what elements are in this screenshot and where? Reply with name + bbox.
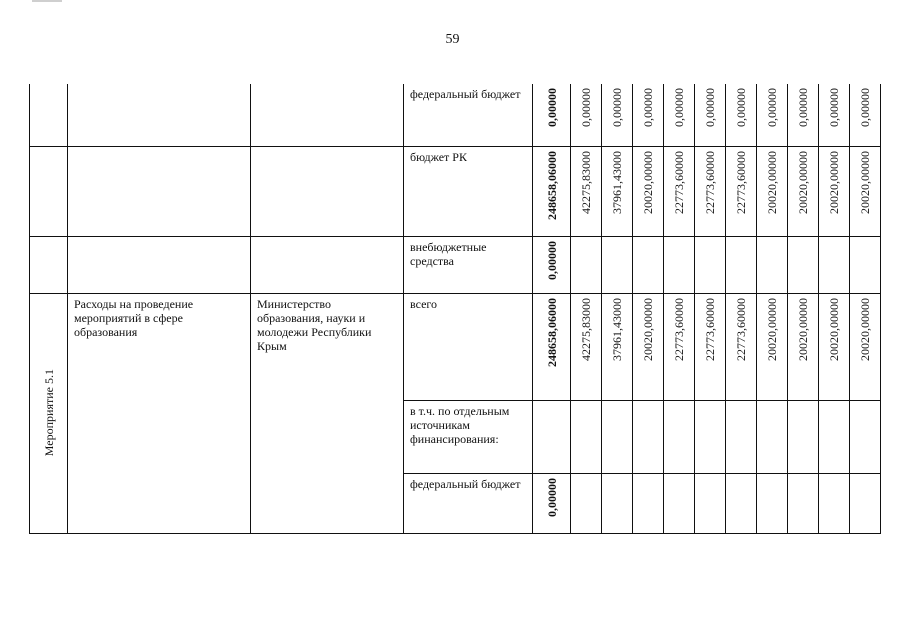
- page-number: 59: [445, 32, 460, 47]
- activity-name-cell-top: [68, 84, 251, 146]
- year-value: 0,00000: [796, 88, 810, 127]
- total-cell: [533, 236, 571, 293]
- year-value: 37961,43000: [610, 150, 624, 214]
- year-value: 20020,00000: [827, 297, 841, 361]
- year-value: 20020,00000: [827, 150, 841, 214]
- year-value: 20020,00000: [641, 150, 655, 214]
- source-cell: всего: [404, 293, 533, 400]
- year-value: 20020,00000: [796, 297, 810, 361]
- scan-mark: [32, 0, 62, 2]
- total-value: 248658,06000: [544, 150, 559, 220]
- total-cell: [533, 84, 571, 146]
- total-value: 248658,06000: [544, 297, 559, 367]
- year-value: 22773,60000: [672, 150, 686, 214]
- year-value: 22773,60000: [703, 297, 717, 361]
- year-value: 0,00000: [765, 88, 779, 127]
- source-cell: бюджет РК: [404, 146, 533, 236]
- year-value: 20020,00000: [796, 150, 810, 214]
- activity-label-cell: [30, 293, 68, 533]
- year-value: 22773,60000: [703, 150, 717, 214]
- year-value: 0,00000: [672, 88, 686, 127]
- year-value: 20020,00000: [765, 297, 779, 361]
- year-value: 20020,00000: [765, 150, 779, 214]
- activity-label-cell-top: [30, 236, 68, 293]
- activity-name-cell-top: [68, 236, 251, 293]
- activity-label-cell-top: [30, 146, 68, 236]
- year-value: 22773,60000: [734, 150, 748, 214]
- executor-cell-top: [251, 146, 404, 236]
- budget-table: [29, 84, 881, 534]
- total-value: 0,00000: [544, 477, 559, 517]
- executor-cell-top: [251, 84, 404, 146]
- activity-label: Мероприятие 5.1: [41, 369, 56, 457]
- year-value: 0,00000: [641, 88, 655, 127]
- executor-name: Министерство образования, науки и молодежи Республики Крым: [251, 293, 404, 533]
- year-value: 0,00000: [610, 88, 624, 127]
- table-row: [30, 84, 881, 146]
- activity-label-cell-top: [30, 84, 68, 146]
- executor-cell-top: [251, 236, 404, 293]
- year-value: 0,00000: [579, 88, 593, 127]
- table-row: [30, 146, 881, 236]
- year-value: 0,00000: [858, 88, 872, 127]
- year-value: 0,00000: [827, 88, 841, 127]
- total-cell: [533, 146, 571, 236]
- year-value: 20020,00000: [858, 150, 872, 214]
- activity-name-cell-top: [68, 146, 251, 236]
- year-value: 22773,60000: [734, 297, 748, 361]
- activity-name: Расходы на проведение мероприятий в сфере образования: [68, 293, 251, 533]
- table-row: [30, 293, 881, 400]
- year-value: 20020,00000: [858, 297, 872, 361]
- total-value: 0,00000: [544, 240, 559, 280]
- total-cell: [533, 473, 571, 533]
- year-value: 20020,00000: [641, 297, 655, 361]
- year-value: 0,00000: [703, 88, 717, 127]
- year-value: 0,00000: [734, 88, 748, 127]
- table-row: [30, 236, 881, 293]
- source-cell: федеральный бюджет: [404, 473, 533, 533]
- total-cell: [533, 400, 571, 473]
- total-cell: [533, 293, 571, 400]
- source-cell: федеральный бюджет: [404, 84, 533, 146]
- total-value: 0,00000: [544, 88, 559, 127]
- source-cell: в т.ч. по отдельным источникам финансирования:: [404, 400, 533, 473]
- year-value: 42275,83000: [579, 297, 593, 361]
- source-cell: внебюджетные средства: [404, 236, 533, 293]
- year-value: 37961,43000: [610, 297, 624, 361]
- year-value: 22773,60000: [672, 297, 686, 361]
- year-value: 42275,83000: [579, 150, 593, 214]
